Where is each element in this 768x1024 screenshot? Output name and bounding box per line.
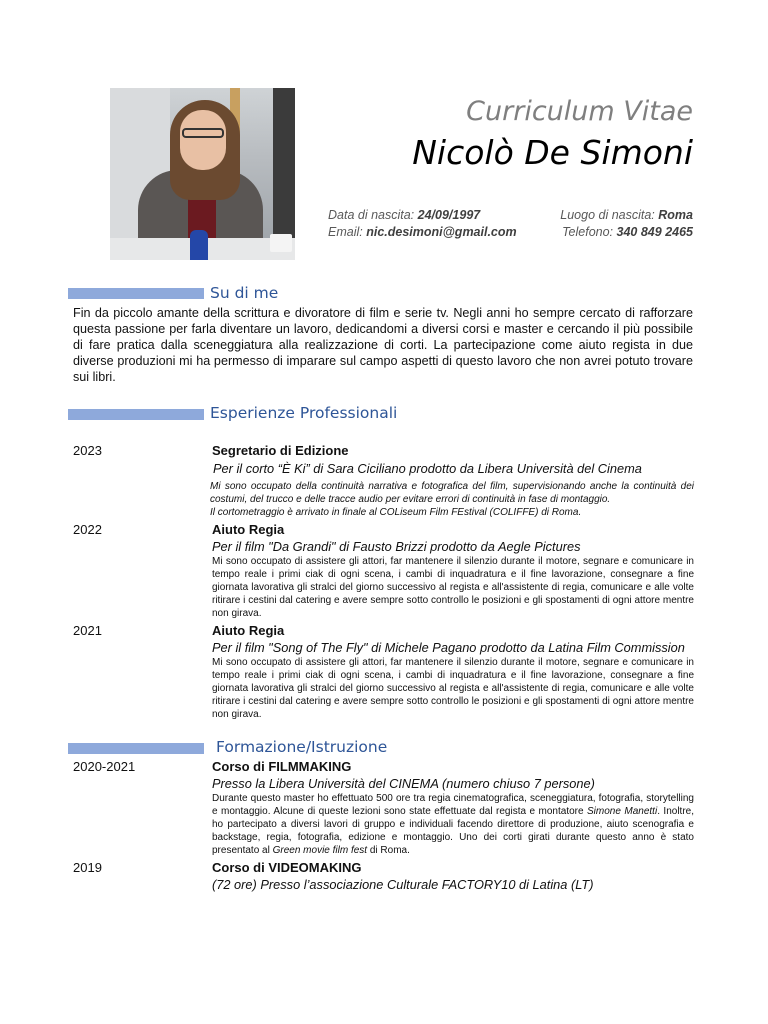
experience-role: Segretario di Edizione <box>212 443 349 458</box>
experience-description: Mi sono occupato di assistere gli attori, far mantenere il silenzio durante il motore, segnare e comunicare in tempo reale i primi ciak di ogni scena, i cambi di inquadratura e il fine lavorazione, consegnare a fine giornata lavorativa gli stralci del giorno successivo al regista e all'assistente di regia, comunicare e alle volte ritirare i cestini dal catering e avere sempre sotto controllo le posizioni e gli spostamenti di ogni attore mentre non girava. <box>212 657 694 720</box>
document-title: Curriculum Vitae <box>466 96 693 127</box>
birth-date <box>328 208 480 222</box>
birth-place-value: Roma <box>658 208 693 222</box>
experience-description-text: Mi sono occupato della continuità narrativa e fotografica del film, supervisionando anche la continuità dei costumi, del trucco e delle tracce audio per evitare errori di continuità in fase di montaggio. <box>210 481 694 505</box>
phone-label: Telefono: <box>562 225 614 239</box>
education-role: Corso di VIDEOMAKING <box>212 860 362 875</box>
experience-description: Mi sono occupato di assistere gli attori, far mantenere il silenzio durante il motore, segnare e comunicare in tempo reale i primi ciak di ogni scena, i cambi di inquadratura e il fine lavorazione, consegnare a fine giornata lavorativa gli stralci del giorno successivo al regista e all'assistente di regia, comunicare e alle volte ritirare i cestini dal catering e avere sempre sotto controllo le posizioni e gli spostamenti di ogni attore mentre non girava. <box>212 556 694 619</box>
experience-description <box>210 480 694 519</box>
education-description-festival: Green movie film fest <box>272 845 368 856</box>
profile-photo <box>110 88 295 260</box>
education-subtitle: Presso la Libera Università del CINEMA (numero chiuso 7 persone) <box>212 776 595 791</box>
experience-award-text: Il cortometraggio è arrivato in finale al COLiseum Film FEstival (COLIFFE) di Roma. <box>210 507 582 518</box>
email-label: Email: <box>328 225 363 239</box>
experience-subtitle: Per il corto “È Ki” di Sara Ciciliano prodotto da Libera Università del Cinema <box>213 461 642 476</box>
experience-role: Aiuto Regia <box>212 522 285 537</box>
education-description-part: di Roma. <box>367 845 410 856</box>
section-title-about: Su di me <box>210 284 279 302</box>
education-role: Corso di FILMMAKING <box>212 759 352 774</box>
about-text: Fin da piccolo amante della scrittura e divoratore di film e serie tv. Negli anni ho sempre cercato di rafforzare questa passione per farla diventare un lavoro, dedicandomi a diversi corsi e master e cercando il più possibile di fare pratica dalla sceneggiatura alla realizzazione di corti. La partecipazione come aiuto regista in due diverse produzioni mi ha permesso di imparare sul campo aspetti di questo lavoro che non avrei potuto trovare sui libri. <box>73 306 693 384</box>
birth-date-label: Data di nascita: <box>328 208 415 222</box>
education-description-part: Durante questo master ho effettuato 500 ore tra regia cinematografica, sceneggiatura, fotografia, storytelling e montaggio. Alcune di queste lezioni sono state effettuate dal regista e montatore <box>212 793 694 817</box>
education-year: 2020-2021 <box>73 759 136 774</box>
section-title-experience: Esperienze Professionali <box>210 404 398 422</box>
person-name: Nicolò De Simoni <box>412 133 693 172</box>
birth-place <box>560 208 693 222</box>
experience-year: 2022 <box>73 522 102 537</box>
education-subtitle: (72 ore) Presso l’associazione Culturale FACTORY10 di Latina (LT) <box>212 877 594 892</box>
birth-place-label: Luogo di nascita: <box>560 208 655 222</box>
experience-year: 2021 <box>73 623 102 638</box>
phone <box>562 225 693 239</box>
education-description-part: . Inoltre, ho partecipato a diversi lavori di gruppo e individuali facendo direttore di produzione, aiuto scenografia e backstage, regia, fotografia, edizione e montaggio. Uno dei corti girati durante questo anno è stato presentato al <box>212 806 694 856</box>
birth-date-value: 24/09/1997 <box>417 208 481 222</box>
experience-year: 2023 <box>73 443 102 458</box>
experience-subtitle: Per il film "Da Grandi" di Fausto Brizzi prodotto da Aegle Pictures <box>212 539 581 554</box>
education-description <box>212 792 694 857</box>
section-bar-about <box>68 288 204 299</box>
email <box>328 225 517 239</box>
education-description-name: Simone Manetti <box>587 806 658 817</box>
section-bar-experience <box>68 409 204 420</box>
email-value[interactable]: nic.desimoni@gmail.com <box>366 225 517 239</box>
section-title-education: Formazione/Istruzione <box>216 738 388 756</box>
experience-subtitle: Per il film "Song of The Fly" di Michele Pagano prodotto da Latina Film Commission <box>212 640 685 655</box>
experience-role: Aiuto Regia <box>212 623 285 638</box>
phone-value: 340 849 2465 <box>616 225 693 239</box>
section-bar-education <box>68 743 204 754</box>
education-year: 2019 <box>73 860 102 875</box>
